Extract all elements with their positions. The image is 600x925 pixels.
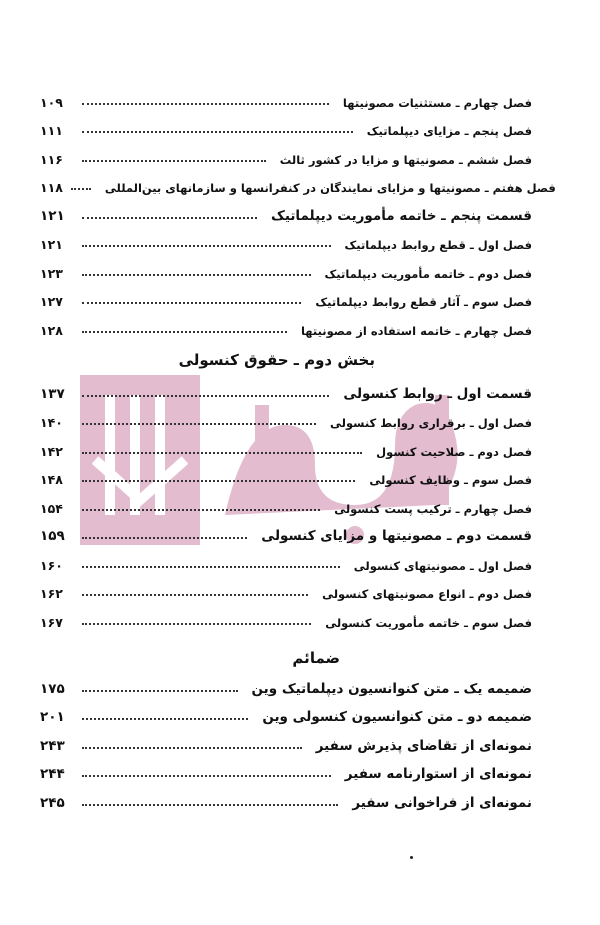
entry-page-number: ۱۱۸ <box>40 180 63 195</box>
toc-section-entry <box>40 520 532 549</box>
toc-section-entry <box>40 729 532 758</box>
entry-page-number: ۱۴۲ <box>40 443 63 459</box>
entry-page-number: ۲۰۱ <box>40 709 65 725</box>
dot-leader <box>82 566 340 568</box>
dot-leader <box>71 188 91 190</box>
entry-title: قسمت دوم ـ مصونیتها و مزایای کنسولی <box>261 528 532 544</box>
entry-title: فصل چهارم ـ ترکیب پست کنسولی <box>334 501 532 516</box>
entry-title: فصل اول ـ برقراری روابط کنسولی <box>330 416 532 430</box>
dot-leader <box>82 423 316 425</box>
entry-page-number: ۱۲۷ <box>40 294 63 309</box>
toc-chapter-entry <box>40 577 532 606</box>
toc-section-entry <box>40 701 532 730</box>
toc-section-entry <box>40 786 532 815</box>
toc-chapter-entry <box>40 463 532 492</box>
part-heading: بخش دوم ـ حقوق کنسولی <box>178 351 375 369</box>
entry-page-number: ۲۴۴ <box>40 766 65 782</box>
dot-leader <box>82 747 302 749</box>
entry-page-number: ۱۲۱ <box>40 237 63 252</box>
entry-page-number: ۱۲۳ <box>40 265 63 281</box>
toc-block-annexes <box>40 672 532 815</box>
toc-chapter-entry <box>40 313 532 342</box>
toc-section-entry <box>40 672 532 701</box>
annex-heading: ضمائم <box>292 649 340 667</box>
entry-page-number: ۱۲۸ <box>40 322 63 338</box>
entry-title: ضمیمه یک ـ متن کنوانسیون دیپلماتیک وین <box>251 680 532 697</box>
toc-chapter-entry <box>40 285 532 314</box>
entry-title: فصل چهارم ـ خاتمه استفاده از مصونیتها <box>300 323 532 338</box>
toc-section-entry <box>40 758 532 787</box>
dot-leader <box>82 537 247 539</box>
entry-title: فصل سوم ـ خاتمه مأموریت کنسولی <box>325 615 532 630</box>
entry-title: فصل سوم ـ آثار قطع روابط دیپلماتیک <box>315 295 532 309</box>
dot-leader <box>82 245 331 247</box>
entry-page-number: ۲۴۳ <box>40 737 65 754</box>
entry-title: فصل اول ـ مصونیتهای کنسولی <box>353 558 532 573</box>
entry-title: ضمیمه دو ـ متن کنوانسیون کنسولی وین <box>262 709 532 725</box>
entry-title: فصل دوم ـ خاتمه مأموریت دیپلماتیک <box>324 266 532 281</box>
toc-chapter-entry <box>40 491 532 520</box>
dot-leader <box>82 594 308 596</box>
dot-leader <box>82 775 331 777</box>
entry-page-number: ۱۵۴ <box>40 500 63 516</box>
dot-leader <box>82 804 338 806</box>
entry-page-number: ۱۶۷ <box>40 614 63 630</box>
entry-title: فصل پنجم ـ مزایای دیپلماتیک <box>366 124 532 138</box>
entry-page-number: ۱۰۹ <box>40 94 63 110</box>
entry-page-number: ۱۱۱ <box>40 123 63 138</box>
dot-leader <box>82 302 301 304</box>
entry-title: فصل سوم ـ وظایف کنسولی <box>369 473 532 487</box>
entry-page-number: ۱۷۵ <box>40 680 65 697</box>
entry-title: قسمت اول ـ روابط کنسولی <box>343 385 532 402</box>
dot-leader <box>82 217 257 219</box>
entry-page-number: ۱۵۹ <box>40 528 65 544</box>
entry-page-number: ۱۳۷ <box>40 385 65 402</box>
entry-title: فصل دوم ـ انواع مصونیتهای کنسولی <box>322 587 532 601</box>
dot-leader <box>82 395 329 397</box>
entry-title: نمونه‌ای از استوارنامه سفیر <box>344 766 532 782</box>
entry-title: فصل اول ـ قطع روابط دیپلماتیک <box>344 238 532 252</box>
toc-section-entry <box>40 199 532 228</box>
toc-chapter-entry <box>40 114 532 143</box>
entry-title: فصل چهارم ـ مستثنیات مصونیتها <box>342 95 532 110</box>
dot-leader <box>82 623 311 625</box>
entry-page-number: ۱۴۰ <box>40 415 63 430</box>
dot-leader <box>82 131 353 133</box>
entry-page-number: ۱۲۱ <box>40 207 65 224</box>
entry-page-number: ۱۶۰ <box>40 557 63 573</box>
toc-block-first <box>40 85 556 342</box>
entry-page-number: ۱۴۸ <box>40 472 63 487</box>
entry-page-number: ۱۶۲ <box>40 586 63 601</box>
dot-leader <box>82 480 355 482</box>
entry-title: نمونه‌ای از تقاضای پذیرش سفیر <box>315 737 532 754</box>
toc-chapter-entry <box>40 605 532 634</box>
dot-leader <box>82 718 248 720</box>
dot-leader <box>82 452 362 454</box>
toc-chapter-entry <box>40 228 532 257</box>
entry-title: قسمت پنجم ـ خاتمه مأموریت دیپلماتیک <box>271 207 532 224</box>
entry-page-number: ۱۱۶ <box>40 151 63 167</box>
toc-chapter-entry <box>40 142 532 171</box>
entry-title: فصل هفتم ـ مصونیتها و مزایای نمایندگان در کنفرانسها و سازمانهای بین‌المللی <box>104 181 556 195</box>
toc-chapter-entry <box>40 85 532 114</box>
toc-chapter-entry <box>40 171 556 200</box>
dot-leader <box>82 690 238 692</box>
entry-page-number: ۲۴۵ <box>40 794 65 811</box>
toc-chapter-entry <box>40 406 532 435</box>
toc-chapter-entry <box>40 256 532 285</box>
toc-block-consular <box>40 377 532 634</box>
dot-leader <box>82 160 266 162</box>
dot-leader <box>82 274 311 276</box>
toc-section-entry <box>40 377 532 406</box>
entry-title: فصل ششم ـ مصونیتها و مزایا در کشور ثالث <box>279 152 532 167</box>
dot-leader <box>82 331 287 333</box>
page-mark <box>410 856 413 859</box>
dot-leader <box>82 509 320 511</box>
entry-title: نمونه‌ای از فراخوانی سفیر <box>352 794 532 811</box>
entry-title: فصل دوم ـ صلاحیت کنسول <box>376 444 532 459</box>
toc-chapter-entry <box>40 548 532 577</box>
dot-leader <box>82 103 329 105</box>
toc-chapter-entry <box>40 434 532 463</box>
